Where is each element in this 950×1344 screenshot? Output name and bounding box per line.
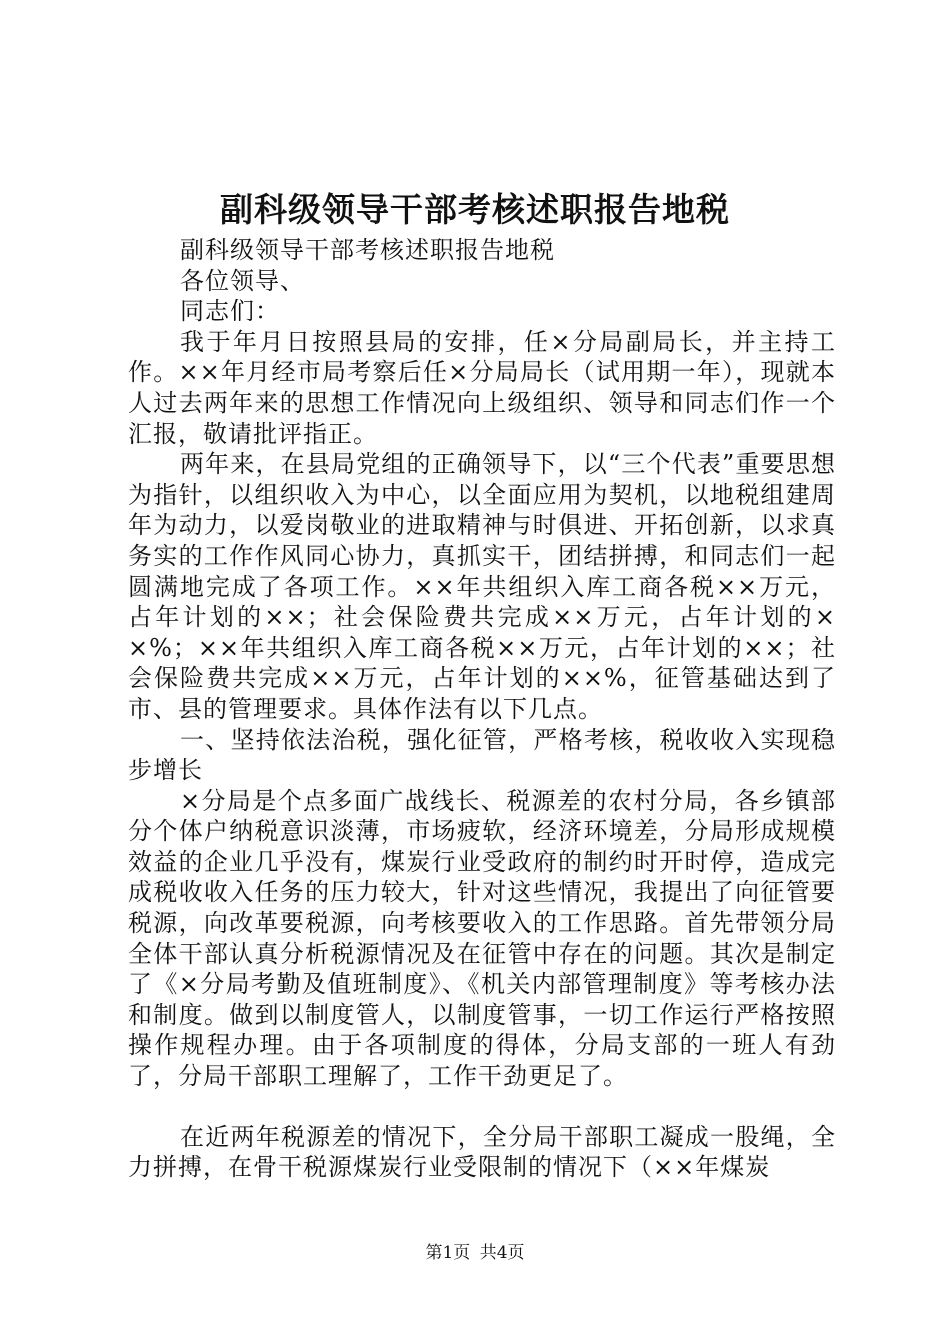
paragraph-salutation-leaders: 各位领导、 (180, 266, 305, 295)
page-footer (0, 1241, 950, 1265)
paragraph-branch-situation: ×分局是个点多面广战线长、税源差的农村分局，各乡镇部分个体户纳税意识淡薄，市场疲软，经济环境差，分局形成规模效益的企业几乎没有，煤炭行业受政府的制约时开时停，造成完成税收收入任务的压力较大，针对这些情况，我提出了向征管要税源，向改革要税源，向考核要收入的工作思路。首先带领分局全体干部认真分析税源情况及在征管中存在的问题。其次是制定了《×分局考勤及值班制度》、《机关内部管理制度》等考核办法和制度。做到以制度管人，以制度管事，一切工作运行严格按照操作规程办理。由于各项制度的得体，分局支部的一班人有劲了，分局干部职工理解了，工作干劲更足了。 (128, 786, 836, 1091)
document-title: 副科级领导干部考核述职报告地税 (220, 190, 730, 229)
page-total: 共4页 (479, 1243, 525, 1263)
paragraph-section-heading: 一、坚持依法治税，强化征管，严格考核，税收收入实现稳步增长 (128, 725, 836, 785)
paragraph-achievements: 两年来，在县局党组的正确领导下，以“三个代表”重要思想为指针，以组织收入为中心，以全面应用为契机，以地税组建周年为动力，以爱岗敬业的进取精神与时俱进、开拓创新，以求真务实的工作作风同心协力，真抓实干，团结拼搏，和同志们一起圆满地完成了各项工作。××年共组织入库工商各税××万元，占年计划的××；社会保险费共完成××万元，占年计划的××%；××年共组织入库工商各税××万元，占年计划的××；社会保险费共完成××万元，占年计划的××%，征管基础达到了市、县的管理要求。具体作法有以下几点。 (128, 450, 836, 723)
paragraph-continuation: 在近两年税源差的情况下，全分局干部职工凝成一股绳，全力拼搏，在骨干税源煤炭行业受限制的情况下（××年煤炭 (128, 1122, 836, 1182)
paragraph-subtitle: 副科级领导干部考核述职报告地税 (180, 236, 555, 264)
page-number: 第1页 (425, 1243, 471, 1263)
document-body (128, 235, 836, 1183)
paragraph-intro: 我于年月日按照县局的安排，任×分局副局长，并主持工作。××年月经市局考察后任×分局局长（试用期一年），现就本人过去两年来的思想工作情况向上级组织、领导和同志们作一个汇报，敬请批评指正。 (128, 327, 836, 448)
paragraph-salutation-comrades: 同志们： (180, 297, 280, 326)
